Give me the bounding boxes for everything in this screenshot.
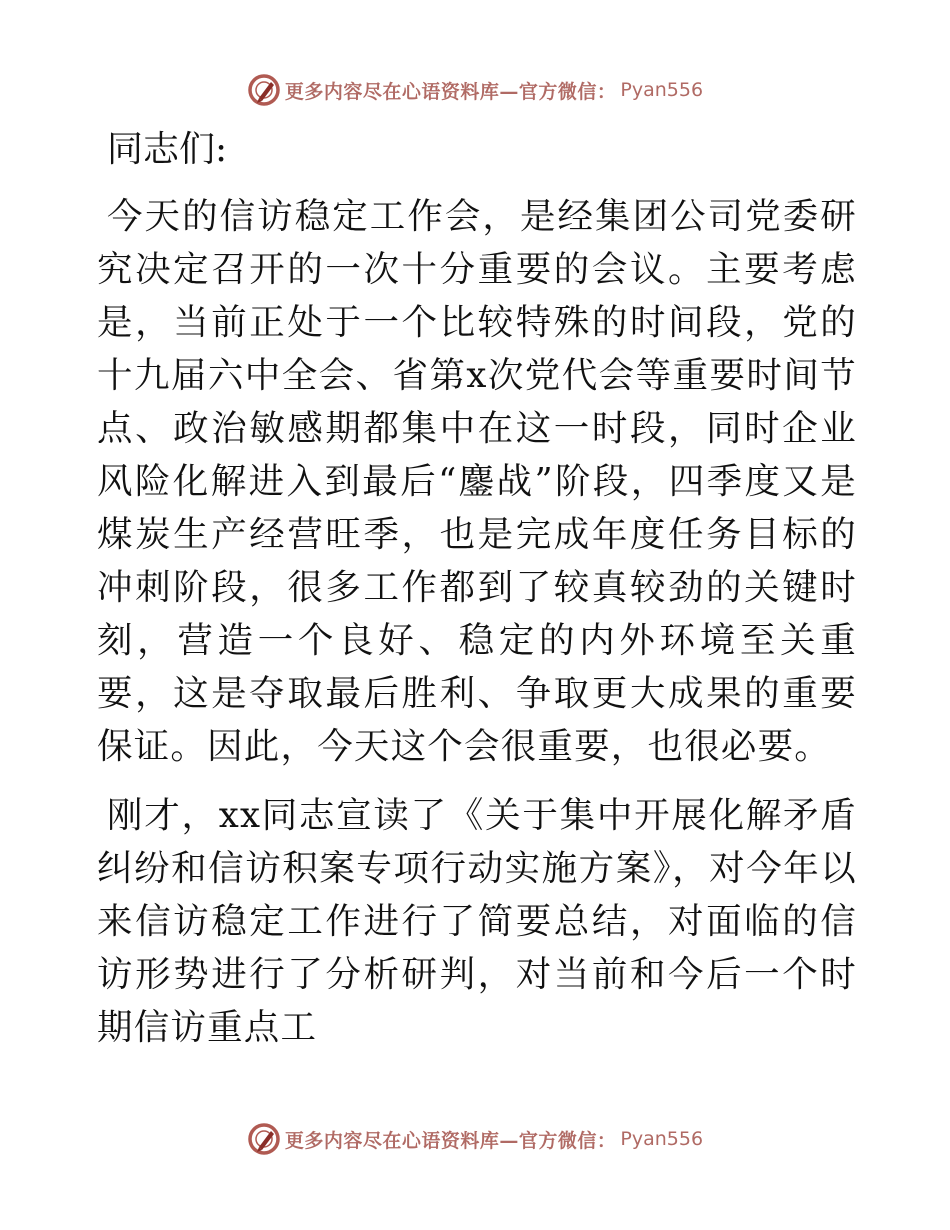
- pen-circle-logo-icon: [247, 1122, 281, 1156]
- footer-watermark-banner: [0, 1119, 950, 1159]
- document-body: [97, 122, 857, 1070]
- paragraph-1: 今天的信访稳定工作会，是经集团公司党委研究决定召开的一次十分重要的会议。主要考虑是，当前正处于一个比较特殊的时间段，党的十九届六中全会、省第x次党代会等重要时间节点、政治敏感期都集中在这一时段，同时企业风险化解进入到最后“鏖战”阶段，四季度又是煤炭生产经营旺季，也是完成年度任务目标的冲刺阶段，很多工作都到了较真较劲的关键时刻，营造一个良好、稳定的内外环境至关重要，这是夺取最后胜利、争取更大成果的重要保证。因此，今天这个会很重要，也很必要。: [97, 196, 857, 767]
- watermark-text: 更多内容尽在心语资料库—官方微信：: [284, 80, 617, 103]
- watermark-text: 更多内容尽在心语资料库—官方微信：: [284, 1129, 617, 1152]
- watermark-wechat-id: Pyan556: [620, 79, 704, 101]
- pen-circle-logo-icon: [247, 73, 281, 107]
- salutation: 同志们:: [107, 129, 228, 170]
- header-watermark-banner: [0, 70, 950, 110]
- paragraph-2: 刚才，xx同志宣读了《关于集中开展化解矛盾纠纷和信访积案专项行动实施方案》，对今年以来信访稳定工作进行了简要总结，对面临的信访形势进行了分析研判，对当前和今后一个时期信访重点工: [97, 795, 857, 1048]
- watermark-wechat-id: Pyan556: [620, 1128, 704, 1150]
